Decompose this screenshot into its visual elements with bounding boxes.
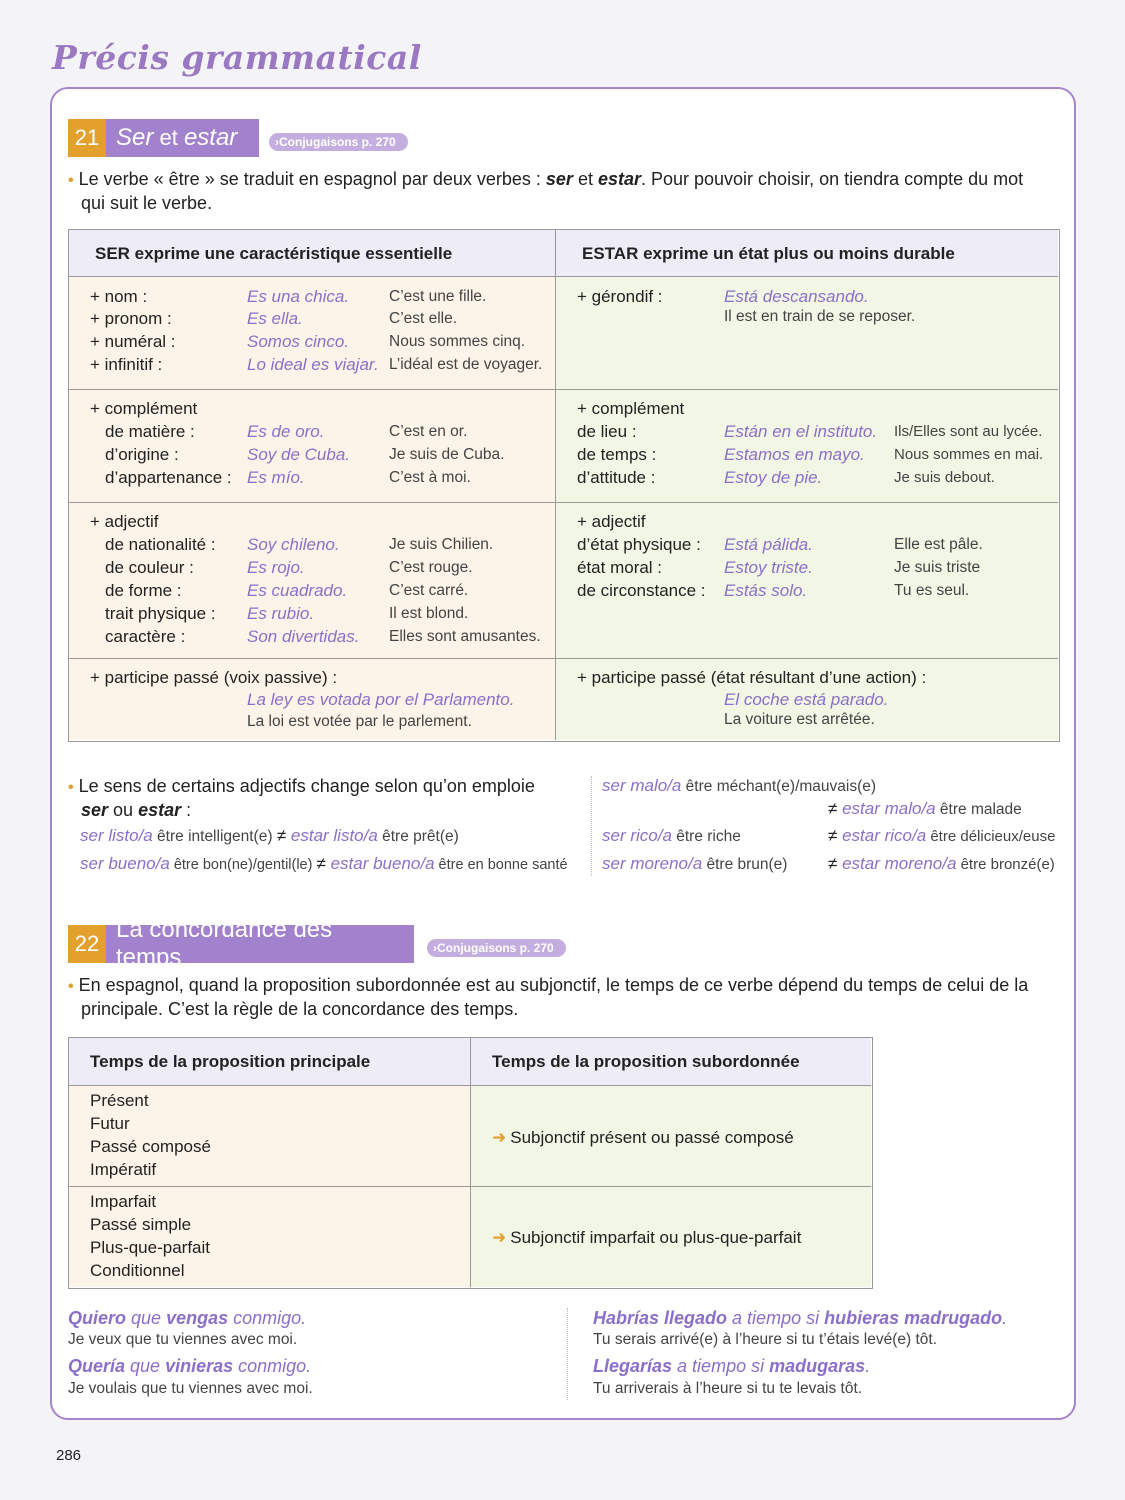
row-3-estar bbox=[556, 503, 1058, 659]
not-equal-icon: ≠ bbox=[276, 826, 287, 845]
row1-label: + numéral : bbox=[90, 332, 176, 351]
row1-right-translation: Il est en train de se reposer. bbox=[724, 308, 916, 325]
table2-header-principale bbox=[69, 1038, 471, 1086]
table-header-estar bbox=[556, 230, 1058, 277]
row2-example: Soy de Cuba. bbox=[247, 445, 351, 464]
example-text: que bbox=[125, 1356, 166, 1376]
adj-intro-colon: : bbox=[181, 800, 192, 820]
row2-translation: Je suis de Cuba. bbox=[389, 446, 505, 463]
table2-header-subordonnee bbox=[471, 1038, 871, 1086]
row1-translation: Nous sommes cinq. bbox=[389, 333, 526, 350]
header-principale-text: Temps de la proposition principale bbox=[90, 1052, 371, 1071]
example-translation: Je veux que tu viennes avec moi. bbox=[68, 1331, 298, 1348]
row1-translation: C’est une fille. bbox=[389, 288, 487, 305]
pair-estar-translation: être prêt(e) bbox=[377, 828, 459, 845]
section-21-title-ser: Ser bbox=[116, 124, 154, 151]
pair-estar: estar malo/a bbox=[842, 799, 936, 818]
ser-estar-table bbox=[68, 229, 1060, 742]
subjunctive-text: Subjonctif imparfait ou plus-que-parfait bbox=[510, 1228, 802, 1247]
row3-label: de nationalité : bbox=[105, 535, 216, 554]
adjective-pair bbox=[80, 854, 568, 874]
pair-ser-translation: être intelligent(e) bbox=[152, 828, 277, 845]
adjective-pair-estar bbox=[828, 854, 1055, 874]
intro-text-1: Le verbe « être » se traduit en espagnol par deux verbes : bbox=[78, 169, 546, 189]
row2-label: d’appartenance : bbox=[105, 468, 232, 487]
row3-example: Son divertidas. bbox=[247, 627, 360, 646]
subjunctive-result bbox=[492, 1228, 801, 1248]
row3-label: de forme : bbox=[105, 581, 182, 600]
row3-right-head: + adjectif bbox=[577, 512, 646, 531]
row1-translation: C’est elle. bbox=[389, 310, 458, 327]
adjective-pair-estar bbox=[828, 799, 1022, 819]
example-text: . bbox=[1002, 1308, 1008, 1328]
row2-right-translation: Ils/Elles sont au lycée. bbox=[894, 423, 1043, 440]
header-estar-text: ESTAR exprime un état plus ou moins durable bbox=[582, 244, 955, 263]
row2-right-translation: Nous sommes en mai. bbox=[894, 446, 1044, 463]
page-number: 286 bbox=[56, 1447, 82, 1464]
table2-row1-subordonnee bbox=[471, 1086, 871, 1187]
not-equal-icon: ≠ bbox=[316, 854, 326, 873]
table-header-ser bbox=[69, 230, 556, 277]
example-text: conmigo. bbox=[233, 1356, 312, 1376]
intro-estar: estar bbox=[597, 169, 641, 189]
row4-right-translation: La voiture est arrêtée. bbox=[724, 711, 875, 728]
tense-item: Imparfait bbox=[90, 1192, 157, 1211]
adj-intro-ou: ou bbox=[108, 800, 139, 820]
tense-item: Futur bbox=[90, 1114, 130, 1133]
pair-estar-translation: être délicieux/euse bbox=[926, 828, 1056, 845]
section-21-title-et: et bbox=[153, 125, 184, 150]
row2-right-label: de lieu : bbox=[577, 422, 637, 441]
row-4-estar bbox=[556, 659, 1058, 740]
row3-example: Soy chileno. bbox=[247, 535, 340, 554]
column-divider bbox=[567, 1308, 568, 1400]
example-text: a tiempo si bbox=[727, 1308, 825, 1328]
pair-ser-translation: être bon(ne)/gentil(le) bbox=[169, 857, 317, 873]
row4-label: + participe passé (voix passive) : bbox=[90, 668, 338, 687]
header-subordonnee-text: Temps de la proposition subordonnée bbox=[492, 1052, 800, 1071]
row1-example: Es ella. bbox=[247, 309, 303, 328]
row3-label: de couleur : bbox=[105, 558, 194, 577]
row2-right-translation: Je suis debout. bbox=[894, 469, 995, 486]
example-verb: vengas bbox=[166, 1308, 229, 1328]
row2-right-example: Estamos en mayo. bbox=[724, 445, 865, 464]
row4-right-label: + participe passé (état résultant d’une action) : bbox=[577, 668, 927, 687]
arrow-right-icon: ➜ bbox=[492, 1228, 507, 1247]
example-sentence bbox=[68, 1356, 311, 1377]
row3-right-label: état moral : bbox=[577, 558, 663, 577]
row4-example: La ley es votada por el Parlamento. bbox=[247, 690, 515, 709]
section-22-title: La concordance des temps bbox=[106, 925, 414, 963]
tense-item: Passé composé bbox=[90, 1137, 211, 1156]
row1-example: Es una chica. bbox=[247, 287, 350, 306]
section-22-header bbox=[68, 916, 414, 971]
row3-right-example: Estoy triste. bbox=[724, 558, 813, 577]
pair-estar: estar listo/a bbox=[290, 826, 378, 845]
intro-text-2: et bbox=[572, 169, 598, 189]
adjective-pair bbox=[602, 854, 787, 874]
section-21-intro bbox=[68, 168, 1058, 215]
column-divider bbox=[591, 776, 592, 876]
section-22-conjugation-link[interactable]: ›Conjugaisons p. 270 bbox=[427, 939, 566, 957]
row-4-ser bbox=[69, 659, 556, 740]
not-equal-icon: ≠ bbox=[828, 826, 838, 845]
tense-item: Passé simple bbox=[90, 1215, 192, 1234]
pair-ser: ser listo/a bbox=[80, 826, 153, 845]
row1-translation: L’idéal est de voyager. bbox=[389, 356, 543, 373]
tense-item: Plus-que-parfait bbox=[90, 1238, 211, 1257]
row3-right-translation: Elle est pâle. bbox=[894, 536, 983, 553]
row3-right-example: Está pálida. bbox=[724, 535, 813, 554]
pair-estar: estar rico/a bbox=[842, 826, 927, 845]
example-verb: Llegarías bbox=[593, 1356, 673, 1376]
row3-example: Es cuadrado. bbox=[247, 581, 348, 600]
table2-row2-principale bbox=[69, 1187, 471, 1287]
intro-text-3: . Pour pouvoir choisir, on tiendra compte du mot bbox=[640, 169, 1024, 189]
row2-translation: C’est en or. bbox=[389, 423, 468, 440]
pair-ser-translation: être méchant(e)/mauvais(e) bbox=[681, 778, 877, 795]
row4-translation: La loi est votée par le parlement. bbox=[247, 713, 472, 730]
intro-22-line1: En espagnol, quand la proposition subordonnée est au subjonctif, le temps de ce verbe dépend du temps de celui de la bbox=[78, 975, 1029, 995]
pair-estar: estar bueno/a bbox=[330, 854, 435, 873]
row1-label: + pronom : bbox=[90, 309, 172, 328]
subjunctive-text: Subjonctif présent ou passé composé bbox=[510, 1128, 794, 1147]
example-sentence bbox=[593, 1308, 1007, 1329]
adjective-pair bbox=[80, 826, 459, 846]
section-21-title bbox=[106, 119, 259, 157]
example-sentence bbox=[68, 1308, 306, 1329]
row3-label: trait physique : bbox=[105, 604, 216, 623]
section-21-title-estar: estar bbox=[183, 124, 238, 151]
intro-22-line2: principale. C’est la règle de la concordance des temps. bbox=[81, 999, 519, 1019]
row3-example: Es rubio. bbox=[247, 604, 315, 623]
row-3-ser bbox=[69, 503, 556, 659]
example-verb: hubieras madrugado bbox=[824, 1308, 1003, 1328]
row3-example: Es rojo. bbox=[247, 558, 305, 577]
page-title: Précis grammatical bbox=[52, 38, 422, 77]
row3-right-label: de circonstance : bbox=[577, 581, 706, 600]
table2-row2-subordonnee bbox=[471, 1187, 871, 1287]
row3-translation: Je suis Chilien. bbox=[389, 536, 494, 553]
row1-label: + infinitif : bbox=[90, 355, 163, 374]
bullet-icon: • bbox=[68, 779, 74, 796]
row3-label: caractère : bbox=[105, 627, 186, 646]
header-ser-text: SER exprime une caractéristique essentielle bbox=[95, 244, 453, 263]
pair-estar-translation: être en bonne santé bbox=[434, 857, 568, 873]
bullet-icon: • bbox=[68, 978, 74, 995]
row-2-ser bbox=[69, 390, 556, 503]
intro-text-line2: qui suit le verbe. bbox=[81, 193, 213, 213]
adjectives-intro bbox=[68, 775, 578, 822]
row2-example: Es mío. bbox=[247, 468, 305, 487]
row1-right-example: Está descansando. bbox=[724, 287, 869, 306]
adj-intro-ser: ser bbox=[81, 800, 109, 820]
example-verb: vinieras bbox=[165, 1356, 234, 1376]
intro-ser: ser bbox=[545, 169, 573, 189]
row1-label: + nom : bbox=[90, 287, 148, 306]
section-21-conjugation-link[interactable]: ›Conjugaisons p. 270 bbox=[269, 133, 408, 151]
section-21-number: 21 bbox=[68, 119, 106, 157]
adjective-pair bbox=[602, 826, 741, 846]
concordance-table bbox=[68, 1037, 873, 1289]
pair-ser: ser moreno/a bbox=[602, 854, 703, 873]
row3-translation: C’est rouge. bbox=[389, 559, 473, 576]
not-equal-icon: ≠ bbox=[828, 854, 838, 873]
adj-intro-text: Le sens de certains adjectifs change selon qu’on emploie bbox=[78, 776, 535, 796]
example-translation: Je voulais que tu viennes avec moi. bbox=[68, 1380, 313, 1397]
example-sentence bbox=[593, 1356, 870, 1377]
table2-row1-principale bbox=[69, 1086, 471, 1187]
example-verb: Quiero bbox=[68, 1308, 127, 1328]
pair-ser: ser bueno/a bbox=[80, 854, 170, 873]
row2-label: d’origine : bbox=[105, 445, 179, 464]
row1-right-label: + gérondif : bbox=[577, 287, 663, 306]
row3-translation: Elles sont amusantes. bbox=[389, 628, 541, 645]
tense-item: Présent bbox=[90, 1091, 149, 1110]
row2-translation: C’est à moi. bbox=[389, 469, 471, 486]
row3-right-translation: Tu es seul. bbox=[894, 582, 970, 599]
row-1-ser bbox=[69, 277, 556, 390]
pair-ser: ser malo/a bbox=[602, 776, 682, 795]
row2-right-label: de temps : bbox=[577, 445, 657, 464]
row1-example: Lo ideal es viajar. bbox=[247, 355, 379, 374]
pair-ser: ser rico/a bbox=[602, 826, 672, 845]
tense-item: Conditionnel bbox=[90, 1261, 185, 1280]
bullet-icon: • bbox=[68, 172, 74, 189]
row2-example: Es de oro. bbox=[247, 422, 325, 441]
pair-estar-translation: être bronzé(e) bbox=[956, 856, 1055, 873]
example-text: que bbox=[126, 1308, 167, 1328]
adjective-pair bbox=[602, 776, 876, 796]
example-translation: Tu arriverais à l’heure si tu te levais tôt. bbox=[593, 1380, 863, 1397]
example-text: . bbox=[865, 1356, 871, 1376]
section-22-intro bbox=[68, 974, 1073, 1021]
arrow-right-icon: ➜ bbox=[492, 1128, 507, 1147]
tense-item: Impératif bbox=[90, 1160, 157, 1179]
row3-right-label: d’état physique : bbox=[577, 535, 701, 554]
row3-translation: C’est carré. bbox=[389, 582, 469, 599]
row3-right-translation: Je suis triste bbox=[894, 559, 981, 576]
example-text: a tiempo si bbox=[672, 1356, 770, 1376]
row2-right-example: Están en el instituto. bbox=[724, 422, 878, 441]
row-2-estar bbox=[556, 390, 1058, 503]
adjective-pair-estar bbox=[828, 826, 1055, 846]
pair-estar: estar moreno/a bbox=[842, 854, 957, 873]
not-equal-icon: ≠ bbox=[828, 799, 838, 818]
subjunctive-result bbox=[492, 1128, 794, 1148]
pair-ser-translation: être riche bbox=[671, 828, 741, 845]
section-21-header bbox=[68, 119, 259, 157]
row4-right-example: El coche está parado. bbox=[724, 690, 889, 709]
row2-label: de matière : bbox=[105, 422, 195, 441]
section-22-number: 22 bbox=[68, 925, 106, 963]
row3-translation: Il est blond. bbox=[389, 605, 469, 622]
example-verb: Quería bbox=[68, 1356, 126, 1376]
pair-ser-translation: être brun(e) bbox=[702, 856, 788, 873]
example-verb: Habrías llegado bbox=[593, 1308, 728, 1328]
row3-right-example: Estás solo. bbox=[724, 581, 808, 600]
row3-head: + adjectif bbox=[90, 512, 159, 531]
example-translation: Tu serais arrivé(e) à l’heure si tu t’étais levé(e) tôt. bbox=[593, 1331, 937, 1348]
adj-intro-estar: estar bbox=[138, 800, 182, 820]
row2-right-label: d’attitude : bbox=[577, 468, 656, 487]
row2-head: + complément bbox=[90, 399, 198, 418]
example-verb: madugaras bbox=[769, 1356, 866, 1376]
example-text: conmigo. bbox=[228, 1308, 307, 1328]
row2-right-head: + complément bbox=[577, 399, 685, 418]
row1-example: Somos cinco. bbox=[247, 332, 350, 351]
row2-right-example: Estoy de pie. bbox=[724, 468, 823, 487]
row-1-estar bbox=[556, 277, 1058, 390]
pair-estar-translation: être malade bbox=[935, 801, 1022, 818]
